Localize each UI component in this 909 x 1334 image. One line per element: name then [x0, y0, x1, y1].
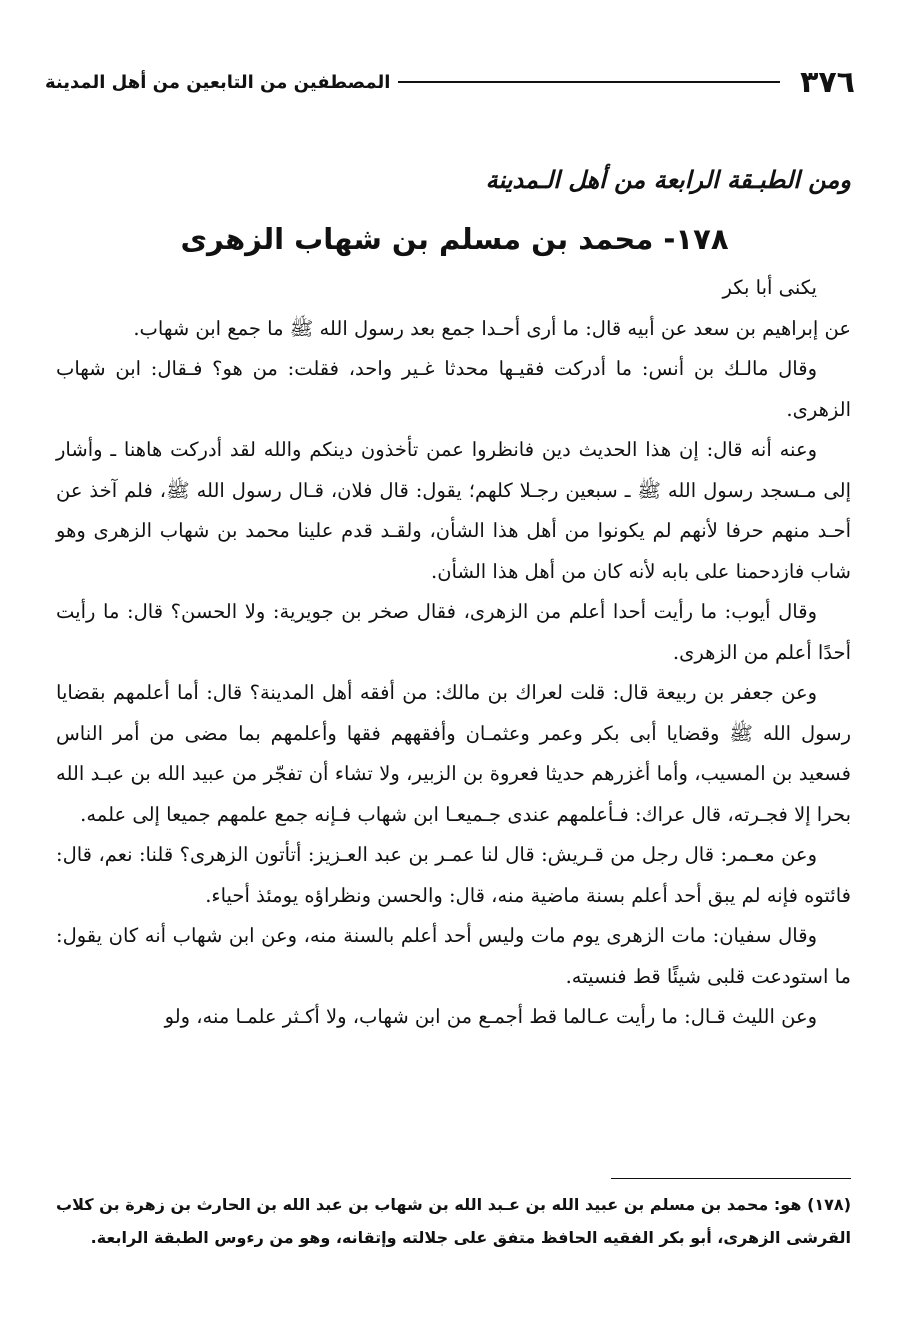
page-number: ٣٧٦: [800, 64, 855, 100]
paragraph: وعن الليث قـال: ما رأيت عـالما قط أجمـع من ابن شهاب، ولا أكـثر علمـا منه، ولو: [164, 1005, 817, 1028]
paragraph: وعن جعفر بن ربيعة قال: قلت لعراك بن مالك: من أفقه أهل المدينة؟ قال: أما أعلمهم بقضايا رسول الله ﷺ وقضايا أبى بكر وعمر وعثمـان وأفقههم فقها وأعلمهم بما مضى من أمر الناس فسعيد بن المسيب، وأما أغزرهم حديثا فعروة بن الزبير، ولا تشاء أن تفجّر من عبيد الله بن عبـد الله بحرا إلا فجـرته، قال عراك: فـأعلمهم عندى جـميعـا ابن شهاب فـإنه جمع علمهم جميعا إلى علمه.: [56, 681, 851, 826]
paragraph: يكنى أبا بكر: [722, 276, 817, 299]
header-rule: [398, 81, 780, 83]
body-text: [56, 268, 851, 1038]
paragraph: وعنه أنه قال: إن هذا الحديث دين فانظروا عمن تأخذون دينكم والله لقد أدركت هاهنا ـ وأشار إلى مـسجد رسول الله ﷺ ـ سبعين رجـلا كلهم؛ يقول: قال فلان، قـال رسول الله ﷺ، فلم آخذ عن أحـد منهم حرفا لأنهم لم يكونوا من أهل هذا الشأن، ولقـد قدم علينا محمد بن شهاب الزهرى وهو شاب فازدحمنا على بابه لأنه كان من أهل هذا الشأن.: [56, 438, 851, 583]
running-title: المصطفين من التابعين من أهل المدينة: [45, 71, 391, 93]
entry-title: ١٧٨- محمد بن مسلم بن شهاب الزهرى: [180, 222, 729, 256]
paragraph: وقال أيوب: ما رأيت أحدا أعلم من الزهرى، فقال صخر بن جويرية: ولا الحسن؟ قال: ما رأيت أحدًا أعلم من الزهرى.: [56, 600, 851, 664]
paragraph: وعن معـمر: قال رجل من قـريش: قال لنا عمـر بن عبد العـزيز: أتأتون الزهرى؟ قلنا: نعم، قال: فائتوه فإنه لم يبق أحد أعلم بسنة ماضية منه، قال: والحسن ونظراؤه يومئذ أحياء.: [56, 843, 851, 907]
section-heading: ومن الطبـقة الرابعة من أهل الـمدينة: [485, 165, 851, 194]
footnote: [56, 1188, 851, 1254]
paragraph: وقال سفيان: مات الزهرى يوم مات وليس أحد أعلم بالسنة منه، وعن ابن شهاب أنه كان يقول: ما استودعت قلبى شيئًا قط فنسيته.: [56, 924, 851, 988]
footnote-rule: [611, 1178, 851, 1179]
paragraph: عن إبراهيم بن سعد عن أبيه قال: ما أرى أحـدا جمع بعد رسول الله ﷺ ما جمع ابن شهاب.: [133, 316, 851, 340]
page-header: [45, 62, 855, 102]
footnote-text: (١٧٨) هو: محمد بن مسلم بن عبيد الله بن عـبد الله بن شهاب بن عبد الله بن الحارث بن زهرة بن كلاب القرشى الزهرى، أبو بكر الفقيه الحافظ متفق على جلالته وإتقانه، وهو من رءوس الطبقة الرابعة.: [56, 1195, 851, 1247]
paragraph: وقال مالـك بن أنس: ما أدركت فقيـها محدثا غـير واحد، فقلت: من هو؟ فـقال: ابن شهاب الزهرى.: [56, 357, 851, 421]
